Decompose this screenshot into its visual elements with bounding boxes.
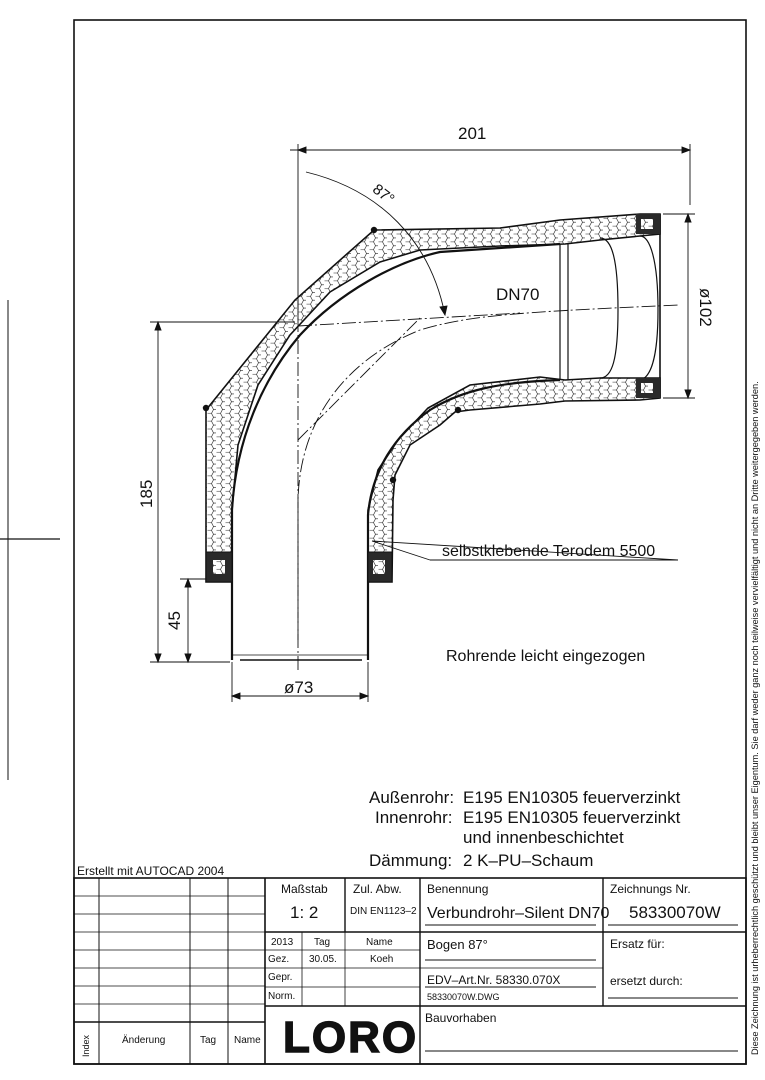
loro-logo xyxy=(283,1013,418,1062)
norm-label: Norm. xyxy=(268,991,296,1002)
dim-sleeve-text: 45 xyxy=(165,611,184,630)
spec-inner-value: E195 EN10305 feuerverzinkt xyxy=(463,808,681,827)
name-sub: Bogen 87° xyxy=(427,937,488,952)
name-label: Benennung xyxy=(427,882,489,896)
dwg-file: 58330070W.DWG xyxy=(427,992,500,1002)
replaced-by-label: ersetzt durch: xyxy=(610,974,683,988)
spec-inner-label: Innenrohr: xyxy=(375,808,453,827)
project-label: Bauvorhaben xyxy=(425,1011,497,1025)
rev-day-label: Tag xyxy=(200,1035,217,1046)
drawing-no-value: 58330070W xyxy=(629,903,721,922)
dim-outer-diameter-text: ø102 xyxy=(696,288,715,327)
drawing-no-label: Zeichnungs Nr. xyxy=(610,882,691,896)
replaces-label: Ersatz für: xyxy=(610,937,665,951)
spec-insulation-label: Dämmung: xyxy=(369,851,453,870)
dim-inner-diameter-text: ø73 xyxy=(284,678,314,697)
spec-inner-value-cont: und innenbeschichtet xyxy=(463,828,624,847)
spec-outer-label: Außenrohr: xyxy=(369,788,455,807)
spec-outer-value: E195 EN10305 feuerverzinkt xyxy=(463,788,681,807)
nominal-size-label: DN70 xyxy=(496,285,540,304)
svg-text:LORO: LORO xyxy=(283,1013,419,1062)
scale-value: 1: 2 xyxy=(290,903,319,922)
year-value: 2013 xyxy=(271,937,294,948)
dim-angle-text: 87° xyxy=(369,180,398,209)
scale-label: Maßstab xyxy=(281,882,328,896)
day-label: Tag xyxy=(314,937,331,948)
tolerance-value: DIN EN1123–2 xyxy=(350,906,417,917)
person-label: Name xyxy=(366,937,393,948)
created-with-note: Erstellt mit AUTOCAD 2004 xyxy=(77,864,225,878)
spec-insulation-value: 2 K–PU–Schaum xyxy=(463,851,594,870)
rev-name-label: Name xyxy=(234,1035,261,1046)
drawn-date: 30.05. xyxy=(309,954,337,965)
copyright-note: Diese Zeichnung ist urheberrechtlich geschützt und bleibt unser Eigentum. Sie darf weder ganz noch teilweise vervielfältigt und nicht an Dritte weitergegeben werden. xyxy=(750,381,760,1055)
tolerance-label: Zul. Abw. xyxy=(353,882,402,896)
rev-index-label: Index xyxy=(81,1034,91,1057)
dim-height-text: 185 xyxy=(137,479,156,508)
pipe-bend xyxy=(203,214,680,670)
checked-label: Gepr. xyxy=(268,972,293,983)
pipe-end-note: Rohrende leicht eingezogen xyxy=(446,648,646,665)
name-value: Verbundrohr–Silent DN70 xyxy=(427,905,610,922)
drawn-label: Gez. xyxy=(268,954,290,965)
tape-callout: selbstklebende Terodem 5500 xyxy=(442,543,656,560)
dim-width-text: 201 xyxy=(458,124,487,143)
drawn-name: Koeh xyxy=(370,954,394,965)
edv-number: EDV–Art.Nr. 58330.070X xyxy=(427,973,561,987)
rev-change-label: Änderung xyxy=(122,1035,166,1046)
